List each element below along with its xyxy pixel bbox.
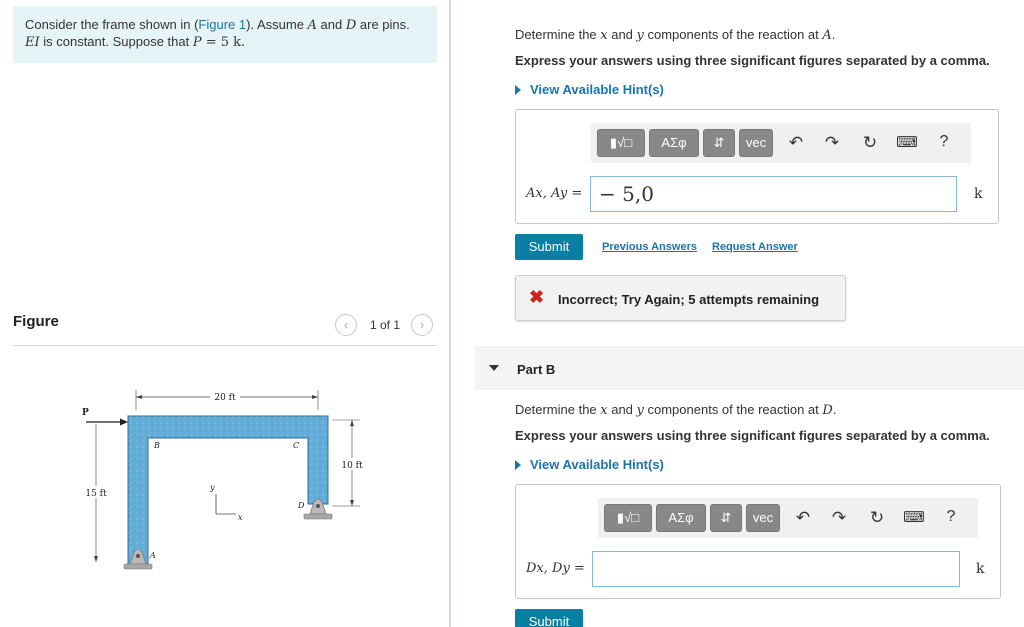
variable-ei: EI [25, 35, 40, 50]
redo-icon[interactable]: ↷ [831, 508, 847, 527]
part-a-answer-label: Ax, Ay = [526, 186, 583, 201]
x-mark-icon: ✖ [529, 287, 545, 307]
part-a-answer-box [515, 109, 999, 224]
part-b-answer-label: Dx, Dy = [526, 561, 585, 576]
problem-text: is constant. Suppose that [39, 34, 193, 49]
part-b-answer-input[interactable] [592, 551, 960, 587]
caret-right-icon [515, 460, 521, 470]
request-answer-link[interactable]: Request Answer [712, 241, 798, 253]
part-a-submit-button[interactable]: Submit [515, 234, 583, 260]
load-label: P [82, 408, 89, 418]
part-a-unit: k [974, 186, 983, 202]
keyboard-icon[interactable]: ⌨ [903, 509, 925, 526]
part-b-answer-box [515, 484, 1001, 599]
reset-icon[interactable]: ↻ [869, 508, 885, 527]
undo-icon[interactable]: ↶ [795, 508, 811, 527]
help-button[interactable]: ? [946, 508, 956, 525]
label-b: B [154, 441, 160, 450]
chevron-right-icon[interactable]: › [411, 314, 433, 336]
part-b-submit-button[interactable]: Submit [515, 609, 583, 627]
keyboard-icon[interactable]: ⌨ [896, 134, 918, 151]
part-a-answer-input[interactable]: − 5,0 [590, 176, 957, 212]
part-b-hint-link[interactable]: View Available Hint(s) [515, 457, 664, 472]
label-c: C [293, 441, 300, 450]
chevron-left-icon[interactable]: ‹ [335, 314, 357, 336]
axis-x-label: x [238, 513, 243, 522]
part-b-prompt: Determine the x and y components of the reaction at D. [515, 402, 837, 418]
part-a-prompt: Determine the x and y components of the reaction at A. [515, 27, 836, 43]
templates-button[interactable]: ▮√□ [604, 504, 652, 532]
part-a-hint-link[interactable]: View Available Hint(s) [515, 82, 664, 97]
right-pane [451, 0, 1024, 627]
frame-figure [70, 380, 370, 580]
problem-text: are pins. [356, 17, 410, 32]
caret-right-icon [515, 85, 521, 95]
part-b-instructions: Express your answers using three significant figures separated by a comma. [515, 428, 990, 443]
part-b-header[interactable] [475, 346, 1024, 390]
dim-left-label: 15 ft [85, 489, 107, 499]
axis-y-label: y [210, 483, 215, 492]
variable-d: D [345, 18, 357, 33]
problem-statement [13, 6, 437, 63]
problem-text: Consider the frame shown in ( [25, 17, 199, 32]
reset-icon[interactable]: ↻ [862, 133, 878, 152]
load-p [82, 408, 128, 426]
figure-label: Figure [13, 313, 59, 330]
arrows-button[interactable]: ⇵ [710, 504, 742, 532]
dim-width-label: 20 ft [214, 393, 236, 403]
frame-member [128, 416, 328, 565]
label-d: D [298, 501, 305, 510]
label-a: A [150, 551, 156, 560]
redo-icon[interactable]: ↷ [824, 133, 840, 152]
coordinate-axes [209, 483, 243, 522]
caret-down-icon [489, 365, 499, 371]
dimension-right-height [332, 420, 366, 506]
part-b-unit: k [976, 561, 985, 577]
part-a-toolbar [591, 123, 971, 163]
problem-text: and [316, 17, 346, 32]
left-pane [0, 0, 450, 627]
variable-p: P [192, 35, 202, 50]
variable-a: A [307, 18, 317, 33]
help-button[interactable]: ? [939, 133, 949, 150]
dimension-width [136, 390, 318, 410]
figure-header [13, 312, 437, 346]
figure-link[interactable]: Figure 1 [198, 17, 247, 32]
templates-button[interactable]: ▮√□ [597, 129, 645, 157]
problem-text: ). Assume [246, 17, 308, 32]
part-a-instructions: Express your answers using three significant figures separated by a comma. [515, 53, 990, 68]
previous-answers-link[interactable]: Previous Answers [602, 241, 697, 253]
greek-button[interactable]: ΑΣφ [656, 504, 706, 532]
part-b-toolbar [598, 498, 978, 538]
part-b-title: Part B [517, 362, 556, 377]
figure-pager: 1 of 1 [370, 318, 401, 332]
dimension-left-height [84, 424, 110, 562]
vec-button[interactable]: vec [746, 504, 780, 532]
arrows-button[interactable]: ⇵ [703, 129, 735, 157]
undo-icon[interactable]: ↶ [788, 133, 804, 152]
part-a-feedback [515, 275, 846, 321]
dim-right-label: 10 ft [341, 461, 363, 471]
greek-button[interactable]: ΑΣφ [649, 129, 699, 157]
p-value: = 5 k. [201, 35, 246, 50]
vec-button[interactable]: vec [739, 129, 773, 157]
feedback-message: Incorrect; Try Again; 5 attempts remaining [558, 292, 820, 307]
